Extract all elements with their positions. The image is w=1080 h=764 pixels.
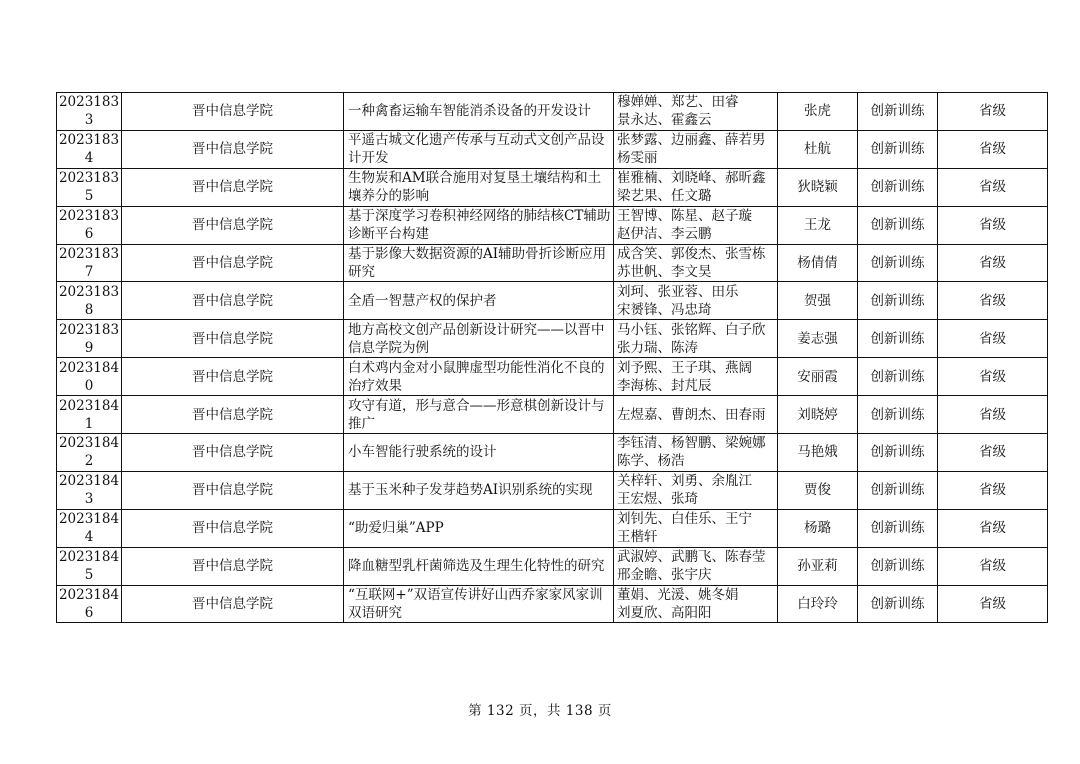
members-cell-text: 李钰清、杨智鹏、梁婉娜 陈学、杨浩 bbox=[617, 435, 766, 470]
advisor-cell bbox=[778, 93, 858, 131]
project-level-cell-text: 省级 bbox=[979, 520, 1006, 537]
table-row bbox=[57, 358, 1048, 396]
school-cell bbox=[122, 471, 344, 509]
project-level-cell bbox=[938, 320, 1048, 358]
project-name-cell bbox=[344, 206, 614, 244]
project-name-cell bbox=[344, 320, 614, 358]
project-level-cell-text: 省级 bbox=[979, 255, 1006, 271]
project-name-cell bbox=[344, 93, 614, 131]
advisor-cell bbox=[778, 358, 858, 396]
members-cell-text: 左煜嘉、曹朗杰、田春雨 bbox=[617, 406, 766, 423]
project-id-cell-text: 20231840 bbox=[58, 359, 120, 394]
project-id-cell-text: 20231844 bbox=[58, 511, 120, 546]
members-cell-text: 张梦露、边丽鑫、薛若男 杨雯丽 bbox=[617, 132, 766, 167]
advisor-cell-text: 马艳娥 bbox=[797, 444, 838, 461]
table-row bbox=[57, 282, 1048, 320]
project-id-cell-text: 20231846 bbox=[58, 587, 120, 622]
table-row bbox=[57, 396, 1048, 434]
project-id-cell-text: 20231833 bbox=[58, 94, 120, 129]
project-level-cell-text: 省级 bbox=[979, 444, 1006, 461]
project-level-cell-text: 省级 bbox=[979, 482, 1006, 499]
advisor-cell-text: 杜航 bbox=[804, 141, 831, 158]
project-type-cell-text: 创新训练 bbox=[870, 330, 925, 347]
table-row bbox=[57, 320, 1048, 358]
advisor-cell-text: 姜志强 bbox=[797, 330, 838, 347]
project-level-cell-text: 省级 bbox=[979, 558, 1006, 575]
project-type-cell-text: 创新训练 bbox=[870, 558, 925, 575]
project-level-cell bbox=[938, 547, 1048, 585]
project-id-cell bbox=[57, 585, 122, 623]
school-cell-text: 晋中信息学院 bbox=[192, 406, 273, 423]
project-type-cell bbox=[858, 206, 938, 244]
school-cell-text: 晋中信息学院 bbox=[192, 179, 273, 196]
project-id-cell bbox=[57, 434, 122, 472]
project-id-cell bbox=[57, 282, 122, 320]
project-name-cell-text: 生物炭和AM联合施用对复垦土壤结构和土壤养分的影响 bbox=[348, 170, 602, 205]
project-id-cell bbox=[57, 93, 122, 131]
project-level-cell bbox=[938, 206, 1048, 244]
members-cell-text: 穆婵婵、郑艺、田睿 景永达、霍鑫云 bbox=[617, 94, 739, 129]
project-name-cell-text: 全盾一智慧产权的保护者 bbox=[348, 292, 497, 309]
project-name-cell bbox=[344, 244, 614, 282]
project-name-cell bbox=[344, 358, 614, 396]
school-cell bbox=[122, 206, 344, 244]
school-cell bbox=[122, 244, 344, 282]
project-type-cell-text: 创新训练 bbox=[870, 141, 925, 158]
advisor-cell-text: 王龙 bbox=[804, 217, 831, 234]
members-cell-text: 王智博、陈星、赵子璇 赵伊洁、李云鹏 bbox=[617, 208, 752, 243]
project-type-cell bbox=[858, 434, 938, 472]
project-level-cell-text: 省级 bbox=[979, 179, 1006, 196]
project-type-cell-text: 创新训练 bbox=[870, 406, 925, 423]
project-id-cell-text: 20231842 bbox=[58, 435, 120, 470]
project-type-cell bbox=[858, 509, 938, 547]
project-level-cell-text: 省级 bbox=[979, 292, 1006, 309]
project-level-cell bbox=[938, 358, 1048, 396]
project-level-cell bbox=[938, 585, 1048, 623]
table-row bbox=[57, 434, 1048, 472]
members-cell bbox=[614, 471, 778, 509]
members-cell bbox=[614, 358, 778, 396]
project-level-cell bbox=[938, 396, 1048, 434]
members-cell-text: 成含笑、郭俊杰、张雪栋 苏世帆、李文昊 bbox=[617, 246, 766, 280]
advisor-cell-text: 贺强 bbox=[804, 292, 831, 309]
project-id-cell-text: 20231835 bbox=[58, 170, 120, 205]
project-type-cell-text: 创新训练 bbox=[870, 292, 925, 309]
school-cell-text: 晋中信息学院 bbox=[192, 482, 273, 499]
members-cell bbox=[614, 93, 778, 131]
project-type-cell bbox=[858, 282, 938, 320]
advisor-cell-text: 杨倩倩 bbox=[797, 255, 838, 271]
projects-table bbox=[56, 92, 1048, 623]
project-level-cell bbox=[938, 282, 1048, 320]
table-row bbox=[57, 547, 1048, 585]
members-cell bbox=[614, 282, 778, 320]
project-level-cell-text: 省级 bbox=[979, 596, 1006, 613]
table-row bbox=[57, 244, 1048, 282]
project-name-cell-text: 基于玉米种子发芽趋势AI识别系统的实现 bbox=[348, 482, 593, 499]
project-level-cell-text: 省级 bbox=[979, 103, 1006, 120]
project-type-cell-text: 创新训练 bbox=[870, 103, 925, 120]
members-cell bbox=[614, 206, 778, 244]
school-cell-text: 晋中信息学院 bbox=[192, 558, 273, 575]
project-id-cell bbox=[57, 358, 122, 396]
project-id-cell bbox=[57, 509, 122, 547]
project-level-cell-text: 省级 bbox=[979, 141, 1006, 158]
advisor-cell bbox=[778, 282, 858, 320]
school-cell bbox=[122, 358, 344, 396]
table-row bbox=[57, 130, 1048, 168]
project-type-cell-text: 创新训练 bbox=[870, 179, 925, 196]
school-cell-text: 晋中信息学院 bbox=[192, 596, 273, 613]
members-cell-text: 崔雅楠、刘晓峰、郝昕鑫 梁艺果、任文璐 bbox=[617, 170, 766, 205]
project-level-cell-text: 省级 bbox=[979, 368, 1006, 385]
project-type-cell-text: 创新训练 bbox=[870, 255, 925, 271]
project-name-cell bbox=[344, 509, 614, 547]
project-id-cell bbox=[57, 320, 122, 358]
advisor-cell-text: 杨璐 bbox=[804, 520, 831, 537]
project-type-cell bbox=[858, 130, 938, 168]
project-name-cell-text: “互联网+”双语宣传讲好山西乔家家风家训双语研究 bbox=[348, 587, 603, 622]
project-name-cell bbox=[344, 434, 614, 472]
school-cell-text: 晋中信息学院 bbox=[192, 217, 273, 234]
members-cell-text: 刘珂、张亚蓉、田乐 宋赟锋、冯忠琦 bbox=[617, 283, 739, 318]
school-cell-text: 晋中信息学院 bbox=[192, 141, 273, 158]
project-level-cell bbox=[938, 509, 1048, 547]
advisor-cell bbox=[778, 130, 858, 168]
project-id-cell bbox=[57, 471, 122, 509]
project-name-cell-text: 地方高校文创产品创新设计研究——以晋中信息学院为例 bbox=[348, 321, 605, 356]
members-cell-text: 刘钊先、白佳乐、王宁 王楷轩 bbox=[617, 511, 752, 546]
members-cell-text: 马小钰、张铭辉、白子欣 张力瑞、陈涛 bbox=[617, 321, 766, 356]
project-level-cell bbox=[938, 130, 1048, 168]
school-cell bbox=[122, 547, 344, 585]
school-cell-text: 晋中信息学院 bbox=[192, 444, 273, 461]
table-row bbox=[57, 168, 1048, 206]
project-type-cell-text: 创新训练 bbox=[870, 520, 925, 537]
advisor-cell bbox=[778, 320, 858, 358]
table-row bbox=[57, 509, 1048, 547]
table-row bbox=[57, 93, 1048, 131]
project-name-cell bbox=[344, 471, 614, 509]
project-name-cell-text: 攻守有道，形与意合——形意棋创新设计与推广 bbox=[348, 397, 605, 432]
project-type-cell bbox=[858, 320, 938, 358]
advisor-cell-text: 刘晓婷 bbox=[797, 406, 838, 423]
advisor-cell bbox=[778, 509, 858, 547]
school-cell bbox=[122, 585, 344, 623]
advisor-cell-text: 白玲玲 bbox=[797, 596, 838, 613]
project-name-cell-text: 白术鸡内金对小鼠脾虚型功能性消化不良的治疗效果 bbox=[348, 359, 605, 394]
school-cell bbox=[122, 434, 344, 472]
advisor-cell-text: 张虎 bbox=[804, 103, 831, 120]
project-id-cell-text: 20231834 bbox=[58, 132, 120, 167]
project-level-cell bbox=[938, 168, 1048, 206]
project-id-cell-text: 20231838 bbox=[58, 283, 120, 318]
advisor-cell-text: 安丽霞 bbox=[797, 368, 838, 385]
project-type-cell bbox=[858, 244, 938, 282]
members-cell-text: 董娟、光湲、姚冬娟 刘夏欣、高阳阳 bbox=[617, 587, 739, 622]
members-cell bbox=[614, 396, 778, 434]
project-name-cell bbox=[344, 168, 614, 206]
page-number-footer: 第 132 页，共 138 页 bbox=[468, 703, 612, 719]
project-id-cell-text: 20231836 bbox=[58, 208, 120, 243]
table-row bbox=[57, 206, 1048, 244]
advisor-cell bbox=[778, 396, 858, 434]
table-row bbox=[57, 471, 1048, 509]
project-type-cell-text: 创新训练 bbox=[870, 482, 925, 499]
project-type-cell bbox=[858, 396, 938, 434]
members-cell bbox=[614, 168, 778, 206]
school-cell-text: 晋中信息学院 bbox=[192, 520, 273, 537]
project-name-cell-text: “助爱归巢”APP bbox=[348, 520, 444, 537]
school-cell bbox=[122, 509, 344, 547]
project-type-cell-text: 创新训练 bbox=[870, 444, 925, 461]
advisor-cell bbox=[778, 168, 858, 206]
project-id-cell-text: 20231843 bbox=[58, 473, 120, 508]
members-cell bbox=[614, 509, 778, 547]
project-name-cell bbox=[344, 282, 614, 320]
project-level-cell bbox=[938, 471, 1048, 509]
members-cell bbox=[614, 585, 778, 623]
school-cell-text: 晋中信息学院 bbox=[192, 103, 273, 120]
project-name-cell-text: 降血糖型乳杆菌筛选及生理生化特性的研究 bbox=[348, 558, 605, 575]
project-id-cell bbox=[57, 547, 122, 585]
members-cell bbox=[614, 130, 778, 168]
project-type-cell-text: 创新训练 bbox=[870, 368, 925, 385]
project-id-cell bbox=[57, 130, 122, 168]
project-name-cell bbox=[344, 585, 614, 623]
advisor-cell bbox=[778, 585, 858, 623]
project-name-cell-text: 基于深度学习卷积神经网络的肺结核CT辅助诊断平台构建 bbox=[348, 208, 611, 243]
advisor-cell bbox=[778, 547, 858, 585]
school-cell bbox=[122, 130, 344, 168]
project-level-cell bbox=[938, 244, 1048, 282]
project-name-cell-text: 小车智能行驶系统的设计 bbox=[348, 444, 497, 461]
school-cell-text: 晋中信息学院 bbox=[192, 292, 273, 309]
project-type-cell bbox=[858, 547, 938, 585]
table-body bbox=[57, 93, 1048, 623]
members-cell-text: 关梓轩、刘勇、余胤江 王宏煜、张琦 bbox=[617, 473, 752, 508]
advisor-cell-text: 狄晓颖 bbox=[797, 179, 838, 196]
project-level-cell-text: 省级 bbox=[979, 406, 1006, 423]
project-level-cell bbox=[938, 434, 1048, 472]
school-cell-text: 晋中信息学院 bbox=[192, 330, 273, 347]
members-cell-text: 武淑婷、武鹏飞、陈春莹 邢金瞻、张宇庆 bbox=[617, 549, 766, 584]
project-id-cell-text: 20231837 bbox=[58, 246, 120, 280]
project-id-cell bbox=[57, 244, 122, 282]
school-cell bbox=[122, 396, 344, 434]
project-id-cell-text: 20231841 bbox=[58, 397, 120, 432]
project-level-cell bbox=[938, 93, 1048, 131]
school-cell bbox=[122, 93, 344, 131]
school-cell bbox=[122, 320, 344, 358]
members-cell bbox=[614, 320, 778, 358]
project-id-cell-text: 20231845 bbox=[58, 549, 120, 584]
project-name-cell bbox=[344, 130, 614, 168]
advisor-cell bbox=[778, 244, 858, 282]
project-type-cell bbox=[858, 93, 938, 131]
project-type-cell bbox=[858, 585, 938, 623]
project-id-cell bbox=[57, 396, 122, 434]
advisor-cell bbox=[778, 206, 858, 244]
project-type-cell bbox=[858, 168, 938, 206]
school-cell-text: 晋中信息学院 bbox=[192, 368, 273, 385]
advisor-cell bbox=[778, 434, 858, 472]
project-type-cell bbox=[858, 471, 938, 509]
members-cell bbox=[614, 434, 778, 472]
advisor-cell-text: 孙亚莉 bbox=[797, 558, 838, 575]
project-name-cell-text: 平遥古城文化遗产传承与互动式文创产品设计开发 bbox=[348, 132, 605, 167]
project-level-cell-text: 省级 bbox=[979, 330, 1006, 347]
advisor-cell bbox=[778, 471, 858, 509]
project-id-cell bbox=[57, 206, 122, 244]
project-type-cell-text: 创新训练 bbox=[870, 217, 925, 234]
project-id-cell-text: 20231839 bbox=[58, 321, 120, 356]
members-cell bbox=[614, 547, 778, 585]
project-name-cell bbox=[344, 396, 614, 434]
table-row bbox=[57, 585, 1048, 623]
members-cell bbox=[614, 244, 778, 282]
project-name-cell-text: 一种禽畜运输车智能消杀设备的开发设计 bbox=[348, 103, 591, 120]
project-name-cell-text: 基于影像大数据资源的AI辅助骨折诊断应用研究 bbox=[348, 246, 607, 280]
project-type-cell-text: 创新训练 bbox=[870, 596, 925, 613]
school-cell-text: 晋中信息学院 bbox=[192, 255, 273, 271]
advisor-cell-text: 贾俊 bbox=[804, 482, 831, 499]
project-type-cell bbox=[858, 358, 938, 396]
school-cell bbox=[122, 282, 344, 320]
project-level-cell-text: 省级 bbox=[979, 217, 1006, 234]
project-id-cell bbox=[57, 168, 122, 206]
project-name-cell bbox=[344, 547, 614, 585]
members-cell-text: 刘予熙、王子琪、燕阔 李海栋、封芃辰 bbox=[617, 359, 752, 394]
school-cell bbox=[122, 168, 344, 206]
